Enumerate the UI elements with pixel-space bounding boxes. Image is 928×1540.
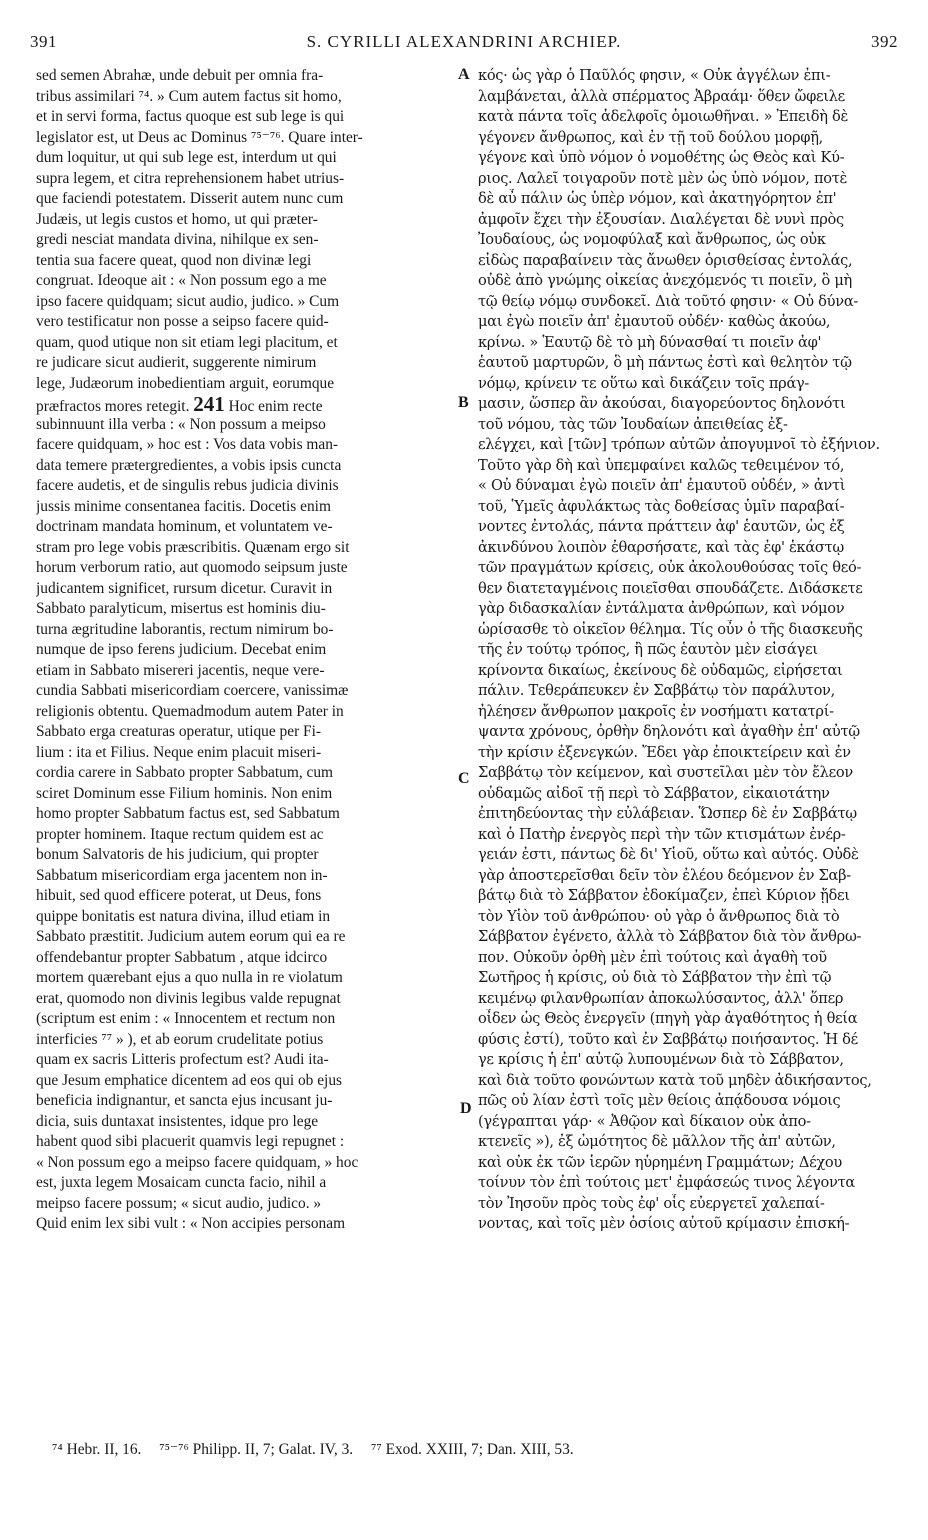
latin-text-line: et in servi forma, factus quoque est sub lege is qui [36,108,345,125]
running-header [30,32,898,56]
greek-text-line: ἐπιτηδεύοντας τὴν εὐλάβειαν. Ὥσπερ δὲ ἐν Σαββάτῳ [478,805,857,822]
latin-text-line: mortem quærebant ejus a quo nulla in re violatum [36,969,343,986]
footnote: ⁷⁷ Exod. XXIII, 7; Dan. XIII, 53. [370,1441,574,1458]
latin-text-line: meipso facere possum; « sicut audio, judico. » [36,1194,322,1212]
footnotes [52,1440,892,1459]
greek-text-line: θεν διατεταγμένοις ποιεῖσθαι σπουδάζετε. Διδάσκετε [478,579,863,597]
greek-text-line: ἀκινδύνου λοιπὸν ἐθαρσήσατε, καὶ τὰς ἐφ' ἑκάστῳ [478,538,844,556]
greek-text-line: πάλιν. Τεθεράπευκεν ἐν Σαββάτῳ τὸν παράλυτον, [478,682,835,699]
margin-marker-b: B [458,394,469,411]
greek-text-line: τὴν κρίσιν ἐξενεγκών. Ἔδει γὰρ ἐποικτείρειν καὶ ἐν [478,743,851,761]
greek-text-line: νοντας, καὶ τοῖς μὲν ὁσίοις αὐτοῦ κρίμασιν ἐπισκή- [478,1215,850,1232]
greek-text-line: γὰρ διδασκαλίαν ἐντάλματα ἀνθρώπων, καὶ νόμον [478,600,845,617]
greek-text-line: λαμβάνεται, ἀλλὰ σπέρματος Ἀβραάμ· ὅθεν ὤφειλε [478,87,845,105]
greek-text-line: τῆς ἐν τούτῳ τρόπος, ἢ πῶς ἑαυτὸν μὲν εἰσάγει [478,641,818,658]
greek-text-line: τὸν Ἰησοῦν πρὸς τοὺς ἐφ' οἷς εὐεργετεῖ χαλεπαί- [478,1194,825,1212]
greek-text-line: πον. Οὐκοῦν ὀρθὴ μὲν ἐπὶ τούτοις καὶ ἀγαθὴ τοῦ [478,948,827,966]
latin-text-line: interficies ⁷⁷ » ), et ab eorum crudelitate potius [36,1030,324,1048]
footnote: ⁷⁵⁻⁷⁶ Philipp. II, 7; Galat. IV, 3. [159,1441,354,1458]
greek-text-line: ὡρίσασθε τὸ οἰκεῖον θέλημα. Τίς οὖν ὁ τῆς διασκευῆς [478,620,863,638]
margin-marker-d: D [460,1100,472,1117]
latin-text-line: offendebantur propter Sabbatum , atque idcirco [36,948,328,966]
greek-text-line: Σάββατον ἐγένετο, ἀλλὰ τὸ Σάββατον διὰ τὸν ἄνθρω- [478,928,862,945]
greek-text-line: οὐδὲ ἀπὸ γνώμης οἰκείας ἀνεχόμενός τι ποιεῖν, ὃ μὴ [478,272,852,289]
latin-text-line: ipso facere quidquam; sicut audio, judico. » Cum [36,292,340,310]
greek-column [478,66,898,1235]
latin-text-line: jussis minime consentanea facitis. Docetis enim [36,497,331,515]
latin-text-line: quippe bonitatis est natura divina, illud etiam in [36,907,331,925]
footnote: ⁷⁴ Hebr. II, 16. [52,1441,142,1458]
latin-text-line: habent quod sibi placuerit quamvis legi repugnet : [36,1133,345,1150]
greek-text-line: γειάν ἐστι, πάντως δὲ δι' Υἱοῦ, οὕτω καὶ αὐτός. Οὐδὲ [478,846,859,863]
latin-text-line: supra legem, et citra reprehensionem habet utrius- [36,169,345,187]
greek-text-line: ριος. Λαλεῖ τοιγαροῦν ποτὲ μὲν ὡς ὑπὸ νόμον, ποτὲ [478,169,848,187]
greek-text-line: τῶν πραγμάτων κρίσεις, οὐκ ἀκολουθούσας τοῖς θεό- [478,559,862,576]
inline-page-number: 241 [193,394,225,415]
greek-text-line: καὶ ὁ Πατὴρ ἐνεργὸς περὶ τὴν τῶν κτισμάτων ἐνέρ- [478,825,846,843]
greek-text-line: κρίνω. » Ἑαυτῷ δὲ τὸ μὴ δύνασθαί τι ποιεῖν ἀφ' [478,333,822,351]
greek-text-line: οἶδεν ὡς Θεὸς ἐνεργεῖν (πηγὴ γὰρ ἀγαθότητος ἡ θεία [478,1010,858,1027]
greek-text-line: « Οὐ δύναμαι ἐγὼ ποιεῖν ἀπ' ἐμαυτοῦ οὐδέν, » ἀντὶ [478,477,846,494]
margin-marker-c: C [458,770,470,787]
greek-text-line: δὲ αὖ πάλιν ὡς ὑπὲρ νόμον, καὶ ἀκατηγόρητον ἐπ' [478,190,837,207]
page-number-left: 391 [30,32,57,51]
latin-text-line: congruat. Ideoque ait : « Non possum ego a me [36,272,327,289]
latin-text-line: sciret Dominum esse Filium hominis. Non enim [36,784,333,802]
latin-text-line: præfractos mores retegit. 241 Hoc enim recte [36,394,323,415]
greek-text-line: καὶ διὰ τοῦτο φονώντων κατὰ τοῦ μηδὲν ἀδικήσαντος, [478,1071,872,1089]
greek-text-line: γέγονε καὶ ὑπὸ νόμον ὁ νομοθέτης ὡς Θεὸς καὶ Κύ- [478,149,845,166]
latin-text-line: subinnuunt illa verba : « Non possum a meipso [36,415,326,433]
latin-text-line: horum verborum ratio, aut quomodo seipsum juste [36,559,348,576]
greek-text-line: ψαντα χρόνους, ὀρθὴν δηλονότι καὶ ἀγαθὴν ἐπ' αὐτῷ [478,723,860,740]
greek-text-line: Ἰουδαίους, ὡς νομοφύλαξ καὶ ἄνθρωπος, ὡς οὐκ [478,231,826,248]
greek-text-line: (γέγραπται γάρ· « Ἀθῷον καὶ δίκαιον οὐκ ἀπο- [478,1112,811,1130]
greek-text-line: γὰρ ἀποστερεῖσθαι δεῖν τὸν ἐλέου δεόμενον ἐν Σαβ- [478,866,851,884]
latin-column [36,66,456,1235]
latin-text-line: lege, Judæorum inobedientiam arguit, eorumque [36,374,335,392]
latin-text-line: Sabbatum misericordiam erga jacentem non in- [36,866,328,884]
latin-text-line: beneficia indignantur, et sancta ejus incusant ju- [36,1092,333,1109]
page-title: S. CYRILLI ALEXANDRINI ARCHIEP. [306,32,622,51]
latin-text-line: « Non possum ego a meipso facere quidquam, » hoc [36,1153,359,1171]
latin-text-line: gredi nesciat mandata divina, nihilque ex sen- [36,231,319,248]
latin-text-line: quam ex sacris Litteris profectum est? Audi ita- [36,1051,329,1068]
latin-text-line: facere audetis, et de singulis rebus judicia divinis [36,477,339,494]
greek-text-line: κός· ὡς γὰρ ὁ Παῦλός φησιν, « Οὐκ ἀγγέλων ἐπι- [478,67,831,84]
greek-text-line: Σαββάτῳ τὸν κείμενον, καὶ συστεῖλαι μὲν τὸν ἔλεον [478,764,853,781]
greek-text-line: εἰδὼς παραβαίνειν τὰς ἄνωθεν ὁρισθείσας ἐντολάς, [478,251,853,269]
latin-text-line: judicantem significet, rursum dicetur. Curavit in [36,579,333,597]
latin-text-line: stram pro lege vobis præscribitis. Quænam ergo sit [36,538,350,556]
page-number-right: 392 [871,32,898,51]
latin-text-line: dicia, suis duntaxat insistentes, idque pro lege [36,1112,319,1130]
greek-text-line: κρίνοντα δικαίως, ἐκείνους δὲ οὐδαμῶς, εἰρήσεται [478,661,843,679]
greek-text-line: τοίνυν τὸν ἐπὶ τούτοις μετ' ἐμφάσεώς τινος λέγοντα [478,1174,855,1191]
greek-text-line: Τοῦτο γὰρ δὴ καὶ ὑπεμφαίνει καλῶς τεθειμένον τό, [478,456,845,474]
latin-text-line: Sabbato præstitit. Judicium autem eorum qui ea re [36,928,346,945]
latin-text-line: hibuit, sed quod efficere poterat, ut Deus, fons [36,887,322,904]
latin-text-line: cordia carere in Sabbato propter Sabbatum, cum [36,764,334,781]
latin-text-line: legislator est, ut Deus ac Dominus ⁷⁵⁻⁷⁶. Quare inter- [36,128,363,146]
greek-text-line: οὐδαμῶς αἰδοῖ τῇ περὶ τὸ Σάββατον, εἰκαιοτάτην [478,784,830,802]
latin-text-line: turna ægritudine laborantis, rectum nimirum bo- [36,620,334,638]
latin-text-line: dum loquitur, ut qui sub lege est, interdum ut qui [36,149,337,166]
greek-text-line: τὸν Υἱὸν τοῦ ἀνθρώπου· οὐ γὰρ ὁ ἄνθρωπος διὰ τὸ [478,907,840,925]
greek-text-line: νόμῳ, κρίνειν τε οὕτω καὶ δικάζειν τοῖς πράγ- [478,374,810,392]
greek-text-line: ἠλέησεν ἄνθρωπον μακροῖς ἐν νοσήματι κατατρί- [478,702,834,720]
latin-text-line: facere quidquam, » hoc est : Vos data vobis man- [36,436,339,453]
greek-text-line: ἀμφοῖν ἔχει τὴν ἐξουσίαν. Διαλέγεται δὲ νυνὶ πρὸς [478,210,844,228]
greek-text-line: τοῦ, Ὑμεῖς ἀφυλάκτως τὰς δοθείσας ὑμῖν παραβαί- [478,497,845,515]
greek-text-line: μαι ἐγὼ ποιεῖν ἀπ' ἐμαυτοῦ οὐδέν· καθὼς ἀκούω, [478,313,831,330]
greek-text-line: κτενεῖς »), ἐξ ὠμότητος δὲ μᾶλλον τῆς ἀπ' αὐτῶν, [478,1133,836,1150]
latin-text-line: est, juxta legem Mosaicam cuncta facio, nihil a [36,1174,327,1191]
greek-text-line: πῶς οὐ λίαν ἐστὶ τοῖς μὲν θείοις ἀπᾴδουσα νόμοις [478,1092,841,1109]
greek-text-line: καὶ οὐκ ἐκ τῶν ἱερῶν ηὑρημένη Γραμμάτων; Δέχου [478,1153,842,1171]
latin-text-line: propter hominem. Itaque rectum quidem est ac [36,825,324,843]
greek-text-line: νοντες ἐντολάς, πάντα πράττειν ἀφ' ἑαυτῶν, ὡς ἐξ [478,518,845,535]
latin-text-line: re judicare sicut audierit, suggerente nimirum [36,354,317,371]
latin-text-line: Sabbato paralyticum, misertus est hominis diu- [36,600,326,617]
latin-text-line: religionis obtentu. Quemadmodum autem Pater in [36,702,344,720]
latin-text-line: Quid enim lex sibi vult : « Non accipies personam [36,1215,346,1232]
latin-text-line: que Jesum emphatice dicentem ad eos qui ob ejus [36,1071,343,1089]
latin-text-line: numque de ipso ferens judicium. Decebat enim [36,641,327,658]
latin-text-line: etiam in Sabbato misereri jacentis, neque vere- [36,661,325,679]
latin-text-line: erat, quomodo non divinis legibus valde repugnat [36,989,341,1007]
latin-text-line: cundia Sabbati misericordiam coercere, vanissimæ [36,682,349,699]
margin-marker-a: A [458,66,470,83]
latin-text-line: bonum Salvatoris de his judicium, qui propter [36,846,319,863]
latin-text-line: que faciendi potestatem. Disserit autem nunc cum [36,190,344,207]
greek-text-line: βάτῳ διὰ τὸ Σάββατον ἐδοκίμαζεν, ἐπεὶ Κύριον ᾔδει [478,887,850,904]
greek-text-line: ἑαυτοῦ μαρτυρῶν, ὃ μὴ πάντως ἐστὶ καὶ θελητὸν τῷ [478,354,852,371]
latin-text-line: tentia sua facere queat, quod non divinæ legi [36,251,312,269]
latin-text-line: quam, quod utique non sit etiam legi placitum, et [36,333,338,351]
latin-text-line: data temere prætergredientes, a vobis ipsis cuncta [36,456,342,474]
greek-text-line: γέγονεν ἄνθρωπος, καὶ ἐν τῇ τοῦ δούλου μορφῇ, [478,128,824,146]
greek-text-line: ελέγχει, καὶ [τῶν] τρόπων αὐτῶν ἀπογυμνοῖ τὸ ἐξήνιον. [478,436,880,453]
greek-text-line: φύσις ἐστί), τοῦτο καὶ ἐν Σαββάτῳ ποιήσαντος. Ἡ δέ [478,1030,858,1048]
latin-text-line: homo propter Sabbatum factus est, sed Sabbatum [36,805,340,822]
greek-text-line: κειμένῳ φιλανθρωπίαν ἀποκωλύσαντος, ἀλλ' ὅπερ [478,989,844,1007]
latin-text-line: (scriptum est enim : « Innocentem et rectum non [36,1010,336,1027]
latin-text-line: Judæis, ut legis custos et homo, ut qui præter- [36,210,318,228]
latin-text-line: doctrinam mandata hominum, et voluntatem ve- [36,518,333,535]
latin-text-line: vero testificatur non posse a seipso facere quid- [36,313,329,330]
latin-text-line: tribus assimilari ⁷⁴. » Cum autem factus sit homo, [36,87,342,105]
latin-text-line: lium : ita et Filius. Neque enim placuit miseri- [36,743,322,761]
greek-text-line: γε κρίσις ἡ ἐπ' αὐτῷ λυπουμένων διὰ τὸ Σάββατον, [478,1051,844,1068]
greek-text-line: μασιν, ὥσπερ ἂν ἀκούσαι, διαγορεύοντος δηλονότι [478,395,846,412]
greek-text-line: τῷ θείῳ νόμῳ συνδοκεῖ. Διὰ τοῦτό φησιν· « Οὐ δύνα- [478,292,859,310]
greek-text-line: τοῦ νόμου, τὰς τῶν Ἰουδαίων ἀπειθείας ἐξ- [478,415,788,433]
greek-text-line: Σωτῆρος ἡ κρίσις, οὐ διὰ τὸ Σάββατον τὴν ἐπὶ τῷ [478,969,832,986]
latin-text-line: sed semen Abrahæ, unde debuit per omnia fra- [36,67,324,84]
greek-text-line: κατὰ πάντα τοῖς ἀδελφοῖς ὁμοιωθῆναι. » Ἐπειδὴ δὲ [478,108,849,125]
latin-text-line: Sabbato erga creaturas operatur, utique per Fi- [36,723,321,740]
